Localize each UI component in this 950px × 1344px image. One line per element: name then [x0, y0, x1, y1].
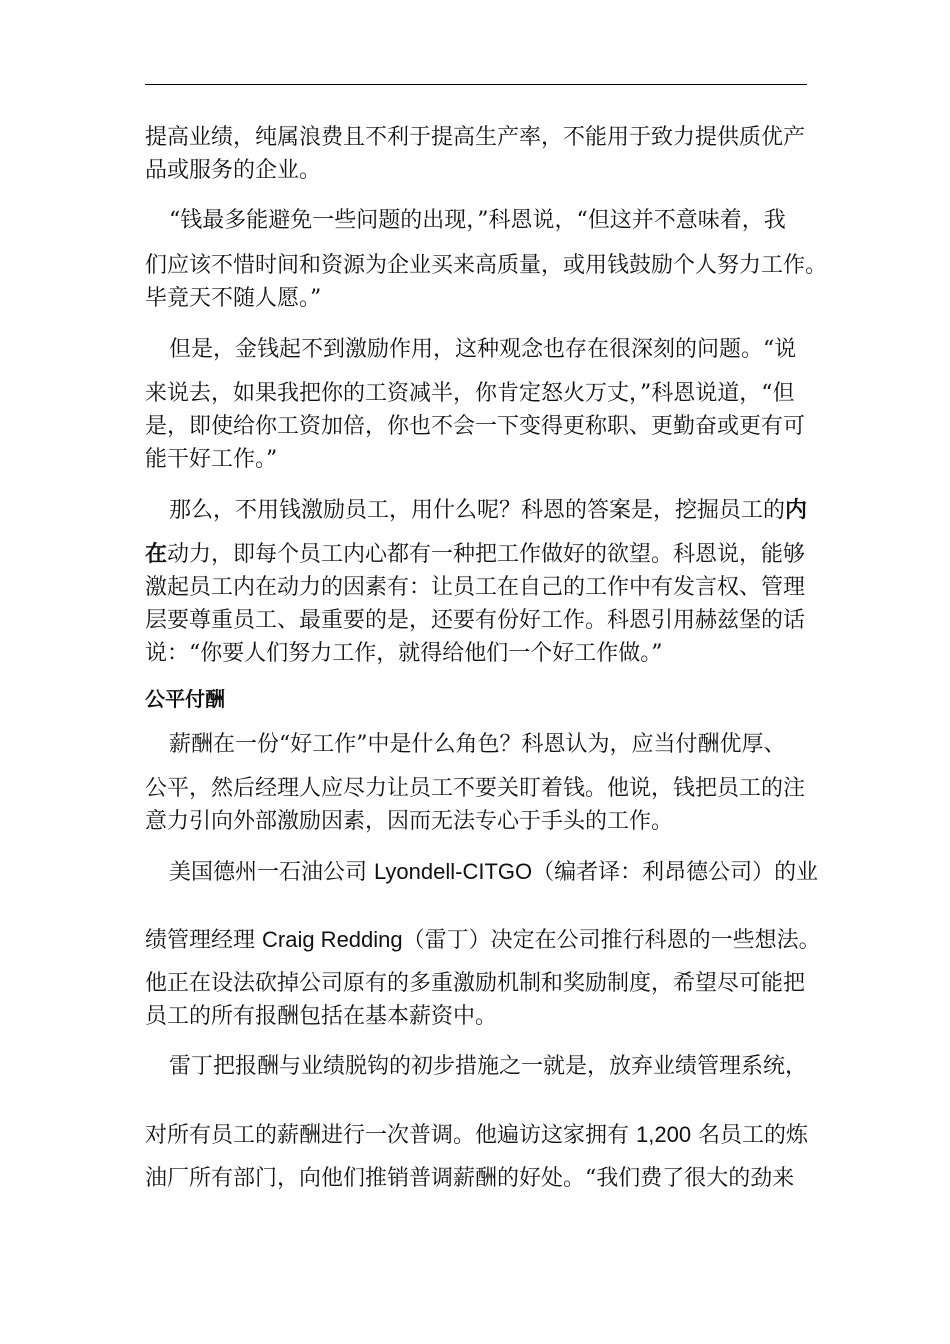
paragraph-line: [169, 498, 807, 524]
paragraph-text: 那么，不用钱激励员工，用什么呢？科恩的答案是，挖掘员工的: [169, 498, 786, 523]
paragraph-line: 意力引向外部激励因素，因而无法专心于手头的工作。: [145, 809, 674, 834]
paragraph-line: 雷丁把报酬与业绩脱钩的初步措施之一就是，放弃业绩管理系统，: [169, 1054, 808, 1079]
paragraph-line: 是，即使给你工资加倍，你也不会一下变得更称职、更勤奋或更有可: [145, 414, 806, 439]
paragraph-text: （编者译：利昂德公司）的业: [532, 860, 819, 885]
paragraph-line: 品或服务的企业。: [145, 158, 322, 183]
paragraph-line: 们应该不惜时间和资源为企业买来高质量，或用钱鼓励个人努力工作。: [145, 253, 828, 278]
paragraph-line: 层要尊重员工、最重要的是，还要有份好工作。科恩引用赫兹堡的话: [145, 608, 806, 633]
paragraph-line: 他正在设法砍掉公司原有的多重激励机制和奖励制度，希望尽可能把: [145, 971, 806, 996]
paragraph-line: 薪酬在一份“好工作”中是什么角色？科恩认为，应当付酬优厚、: [169, 732, 786, 757]
paragraph-line: [169, 859, 818, 886]
paragraph-line: [145, 542, 805, 568]
paragraph-text: 美国德州一石油公司: [169, 860, 374, 885]
person-name: Craig Redding: [262, 927, 403, 952]
paragraph-text: 名员工的炼: [691, 1123, 809, 1148]
paragraph-line: 油厂所有部门，向他们推销普调薪酬的好处。“我们费了很大的劲来: [145, 1166, 795, 1191]
paragraph-line: [145, 927, 821, 954]
company-name: Lyondell-CITGO: [374, 859, 533, 884]
paragraph-line: [145, 1122, 808, 1149]
paragraph-text: （雷丁）决定在公司推行科恩的一些想法。: [402, 928, 821, 953]
header-rule: [145, 84, 807, 85]
paragraph-text: 绩管理经理: [145, 928, 262, 953]
paragraph-line: 来说去，如果我把你的工资减半，你肯定怒火万丈，”科恩说道，“但: [145, 381, 795, 406]
paragraph-line: 能干好工作。”: [145, 447, 278, 472]
paragraph-line: 员工的所有报酬包括在基本薪资中。: [145, 1004, 498, 1029]
bold-fragment: 内: [785, 498, 808, 523]
paragraph-line: 提高业绩，纯属浪费且不利于提高生产率，不能用于致力提供质优产: [145, 125, 806, 150]
paragraph-line: 激起员工内在动力的因素有：让员工在自己的工作中有发言权、管理: [145, 575, 806, 600]
employee-count: 1,200: [636, 1122, 692, 1147]
paragraph-text: 动力，即每个员工内心都有一种把工作做好的欲望。科恩说，能够: [167, 542, 806, 567]
paragraph-line: 毕竟天不随人愿。”: [145, 286, 322, 311]
paragraph-line: 公平，然后经理人应尽力让员工不要关盯着钱。他说，钱把员工的注: [145, 776, 806, 801]
paragraph-line: “钱最多能避免一些问题的出现，”科恩说，“但这并不意味着，我: [169, 208, 786, 233]
paragraph-line: 但是，金钱起不到激励作用，这种观念也存在很深刻的问题。“说: [169, 337, 797, 362]
section-heading: 公平付酬: [145, 687, 225, 711]
bold-fragment: 在: [145, 542, 168, 567]
paragraph-line: 说：“你要人们努力工作，就得给他们一个好工作做。”: [145, 641, 663, 666]
paragraph-text: 对所有员工的薪酬进行一次普调。他遍访这家拥有: [145, 1123, 636, 1148]
